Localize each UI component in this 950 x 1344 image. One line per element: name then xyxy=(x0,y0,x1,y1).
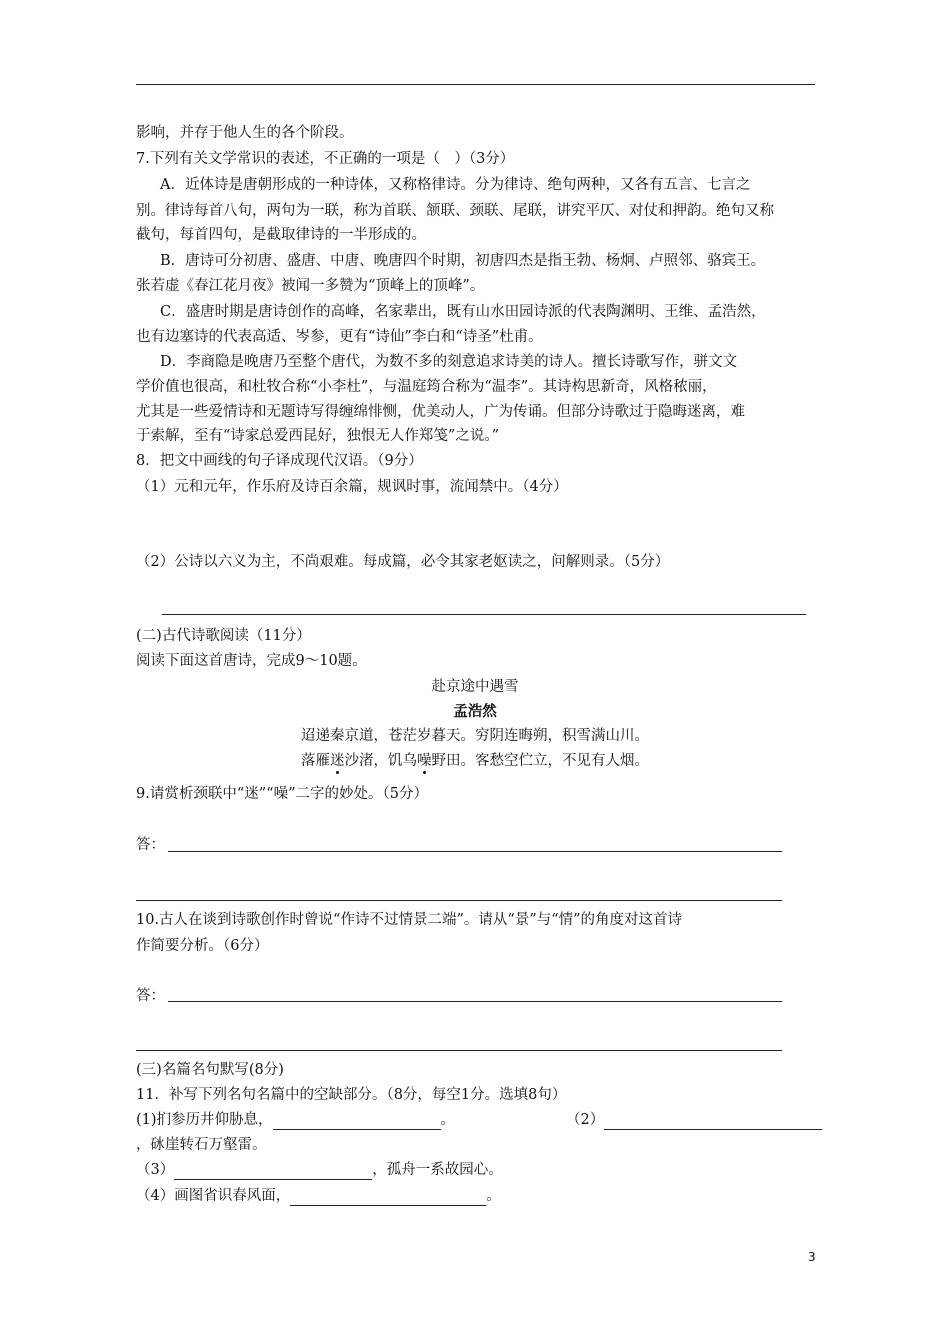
q7-option-c-line2: 也有边塞诗的代表高适、岑参，更有“诗仙”李白和“诗圣”杜甫。 xyxy=(136,329,543,345)
q10-answer-line-2[interactable] xyxy=(136,1050,782,1051)
q7-option-a-line2: 别。律诗每首八句，两句为一联，称为首联、颔联、颈联、尾联，讲究平仄、对仗和押韵。绝句又称 xyxy=(136,203,774,219)
q9-answer-label: 答： xyxy=(136,837,165,853)
section-divider xyxy=(162,614,806,615)
q11-item-2-continued: ，砯崖转石万壑雷。 xyxy=(136,1137,267,1153)
poem-line-2-part-a: 落雁 xyxy=(301,753,330,769)
q6-tail: 影响，并存于他人生的各个阶段。 xyxy=(136,125,354,141)
q11-blank-4[interactable] xyxy=(290,1189,486,1206)
q9-answer-line-1[interactable] xyxy=(168,851,782,852)
q7-option-a-line1: A．近体诗是唐朝形成的一种诗体，又称格律诗。分为律诗、绝句两种，又各有五言、七言之 xyxy=(160,177,751,193)
q11-blank-2[interactable] xyxy=(604,1113,822,1130)
poem-line-2-part-c: 野田。客愁空伫立，不见有人烟。 xyxy=(431,753,649,769)
q10-answer-label: 答： xyxy=(136,988,165,1004)
q7-option-d-line3: 尤其是一些爱情诗和无题诗写得缠绵悱恻，优美动人，广为传诵。但部分诗歌过于隐晦迷离，难 xyxy=(136,404,745,420)
q7-option-b-line1: B．唐诗可分初唐、盛唐、中唐、晚唐四个时期，初唐四杰是指王勃、杨炯、卢照邻、骆宾王。 xyxy=(160,253,766,269)
q7-option-d-line1: D．李商隐是晚唐乃至整个唐代，为数不多的刻意追求诗美的诗人。擅长诗歌写作，骈文文 xyxy=(160,354,738,370)
poem-line-2 xyxy=(0,751,950,771)
q10-answer-line-1[interactable] xyxy=(168,1001,782,1002)
q11-blank-1[interactable] xyxy=(273,1113,441,1130)
q11-blank-3[interactable] xyxy=(174,1163,372,1180)
q11-item-4-end: 。 xyxy=(486,1188,501,1204)
q7-option-b-line2: 张若虚《春江花月夜》被闻一多赞为“顶峰上的顶峰”。 xyxy=(136,278,485,294)
page-number: 3 xyxy=(808,1250,816,1264)
q11-item-3-end: ，孤舟一系故园心。 xyxy=(372,1162,503,1178)
q7-option-d-line4: 于索解，至有“诗家总爱西昆好，独恨无人作郑笺”之说。” xyxy=(136,428,499,444)
q11-item-1 xyxy=(136,1110,455,1130)
emphasis-char-zao: 噪 xyxy=(417,753,432,769)
q8-stem: 8．把文中画线的句子译成现代汉语。（9分） xyxy=(136,453,423,469)
section-2-title: (二)古代诗歌阅读（11分） xyxy=(136,628,311,644)
poem-line-2-part-b: 沙渚，饥乌 xyxy=(344,753,417,769)
q11-item-1-end: 。 xyxy=(440,1112,456,1128)
q11-item-2-text: （2） xyxy=(566,1112,605,1128)
q8-sentence-1: （1）元和元年，作乐府及诗百余篇，规讽时事，流闻禁中。（4分） xyxy=(136,479,568,495)
q11-item-3-text: （3） xyxy=(136,1162,175,1178)
poem-author: 孟浩然 xyxy=(453,703,497,720)
q11-item-4-text: （4）画图省识春风面， xyxy=(136,1188,291,1204)
q9-answer-line-2[interactable] xyxy=(136,900,782,901)
q11-item-3 xyxy=(136,1160,503,1180)
q7-option-c-line1: C．盛唐时期是唐诗创作的高峰，名家辈出，既有山水田园诗派的代表陶渊明、王维、孟浩然， xyxy=(160,304,766,320)
q11-stem: 11．补写下列名句名篇中的空缺部分。（8分，每空1分。选填8句） xyxy=(136,1087,567,1103)
q11-item-1-text: (1)扪参历井仰胁息， xyxy=(136,1112,273,1128)
q10-stem-line2: 作简要分析。（6分） xyxy=(136,938,269,954)
q11-item-4 xyxy=(136,1186,501,1206)
q7-option-a-line3: 截句，每首四句，是截取律诗的一半形成的。 xyxy=(136,227,426,243)
q8-sentence-2: （2）公诗以六义为主，不尚艰难。每成篇，必令其家老妪读之，问解则录。（5分） xyxy=(136,554,670,570)
q7-option-d-line2: 学价值也很高，和杜牧合称“小李杜”，与温庭筠合称为“温李”。其诗构思新奇，风格秾丽， xyxy=(136,379,717,395)
q7-stem: 7.下列有关文学常识的表述，不正确的一项是（ ）（3分） xyxy=(136,151,515,167)
q11-item-2 xyxy=(566,1110,822,1130)
q9-stem: 9.请赏析颈联中“迷”“噪”二字的妙处。（5分） xyxy=(136,786,428,802)
section-2-intro: 阅读下面这首唐诗，完成9～10题。 xyxy=(136,653,367,669)
poem-title: 赴京途中遇雪 xyxy=(431,679,519,695)
emphasis-char-mi: 迷 xyxy=(330,753,345,769)
poem-line-1: 迢递秦京道，苍茫岁暮天。穷阴连晦朔，积雪满山川。 xyxy=(301,728,649,744)
section-3-title: (三)名篇名句默写(8分) xyxy=(136,1062,284,1078)
q10-stem-line1: 10.古人在谈到诗歌创作时曾说“作诗不过情景二端”。请从“景”与“情”的角度对这首诗 xyxy=(136,912,683,928)
header-rule xyxy=(136,84,815,85)
